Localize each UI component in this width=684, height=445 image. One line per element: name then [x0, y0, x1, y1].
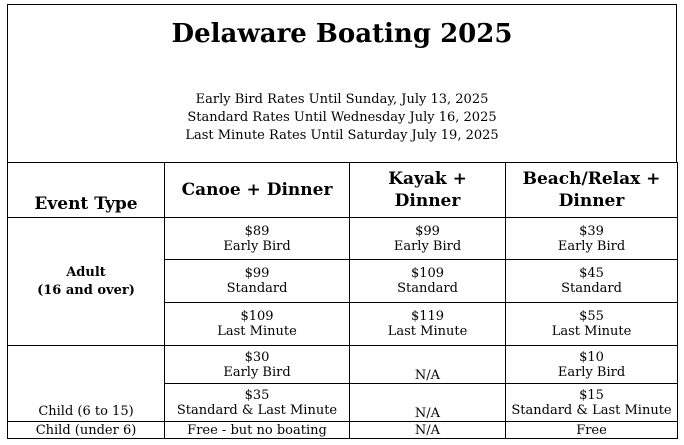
header-block — [7, 4, 677, 162]
standard-date: Standard Rates Until Wednesday July 16, 2025 — [187, 110, 497, 125]
cell: Free — [506, 422, 678, 439]
cell: $45 Standard — [506, 260, 678, 303]
table-row — [8, 346, 678, 384]
cell: $55 Last Minute — [506, 303, 678, 346]
table-header-row — [8, 163, 678, 218]
cell: N/A — [350, 346, 506, 384]
cell: N/A — [350, 384, 506, 422]
child-under6-label: Child (under 6) — [8, 422, 165, 439]
cell: $15 Standard & Last Minute — [506, 384, 678, 422]
cell: $30 Early Bird — [165, 346, 350, 384]
header-kayak: Kayak + Dinner — [350, 163, 506, 218]
rates-table — [7, 162, 678, 439]
rates-sheet — [7, 4, 677, 440]
table-row — [8, 422, 678, 439]
child-label: Child (6 to 15) — [8, 346, 165, 422]
cell: $35 Standard & Last Minute — [165, 384, 350, 422]
cell: $10 Early Bird — [506, 346, 678, 384]
cell: $119 Last Minute — [350, 303, 506, 346]
cell: $99 Early Bird — [350, 218, 506, 260]
header-beach: Beach/Relax + Dinner — [506, 163, 678, 218]
header-event-type: Event Type — [8, 163, 165, 218]
adult-label: Adult (16 and over) — [8, 218, 165, 346]
cell: N/A — [350, 422, 506, 439]
cell: $89 Early Bird — [165, 218, 350, 260]
cell: $39 Early Bird — [506, 218, 678, 260]
cell: Free - but no boating — [165, 422, 350, 439]
header-canoe: Canoe + Dinner — [165, 163, 350, 218]
cell: $109 Standard — [350, 260, 506, 303]
cell: $109 Last Minute — [165, 303, 350, 346]
page-title: Delaware Boating 2025 — [171, 19, 513, 49]
last-minute-date: Last Minute Rates Until Saturday July 19, 2025 — [185, 128, 499, 143]
rate-dates — [8, 91, 676, 145]
early-bird-date: Early Bird Rates Until Sunday, July 13, 2025 — [195, 92, 489, 107]
table-row — [8, 218, 678, 260]
cell: $99 Standard — [165, 260, 350, 303]
